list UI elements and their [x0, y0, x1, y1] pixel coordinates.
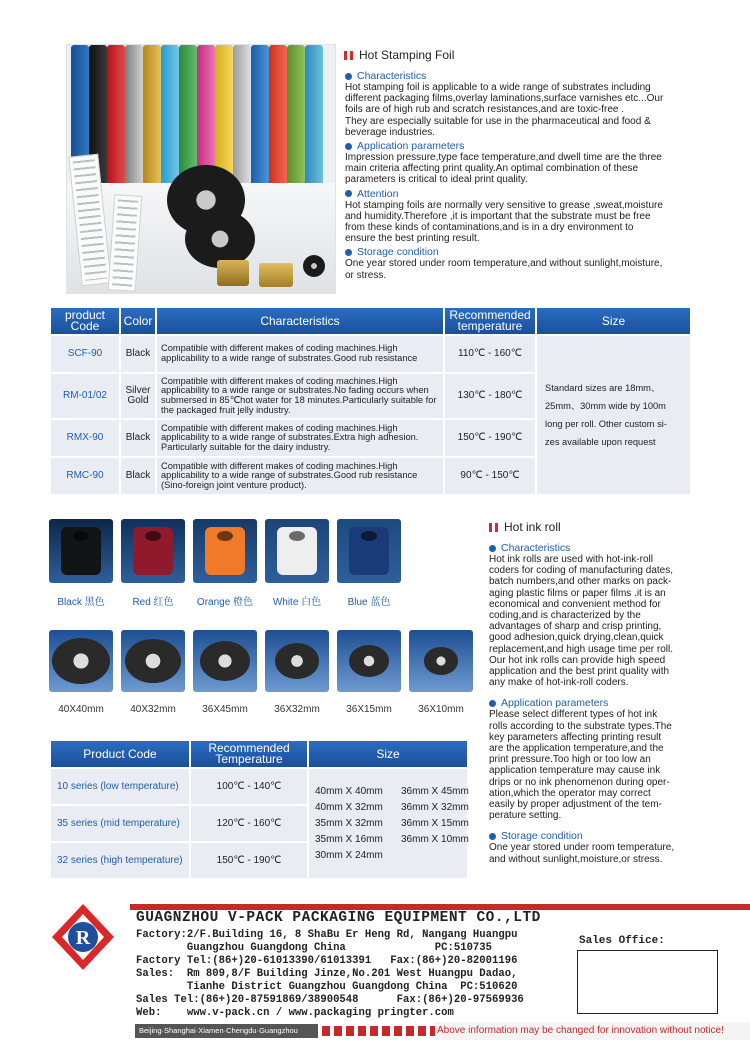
- company-name: GUAGNZHOU V-PACK PACKAGING EQUIPMENT CO.,LTD: [136, 910, 541, 926]
- ink-roll-icon: [205, 527, 245, 575]
- ink-storage-heading: Storage condition: [489, 830, 704, 842]
- ink-roll-icon: [424, 647, 458, 674]
- foil-characteristics-text: Hot stamping foil is applicable to a wide range of substrates including different packaging films,overlay laminations,surface varnishes etc...Our foils are of high rub and scratch resistances,and are toxic-free . They are especially suitable for use in the pharmaceutical and food & beverage industries.: [345, 82, 664, 138]
- ink-roll-icon: [125, 639, 181, 684]
- col-temperature: Recommended Temperature: [190, 740, 308, 768]
- cell-temperature: 150℃ - 190℃: [190, 842, 308, 879]
- foil-attention-text: Hot stamping foils are normally very sensitive to grease ,sweat,moisture and humidity.Therefore ,it is important that the substrate must be free from these kinds of contaminations,and is in a dry environment to ensure the best printing result.: [345, 199, 663, 245]
- ink-roll-icon: [133, 527, 173, 575]
- flag-icon: [344, 51, 353, 60]
- foil-product-photo: [66, 44, 336, 294]
- roll-thumbnail: [121, 630, 185, 692]
- color-swatch: [337, 519, 401, 583]
- ink-application-heading: Application parameters: [489, 697, 704, 709]
- ink-storage-text: One year stored under room temperature, and without sunlight,moisture,or stress.: [489, 842, 675, 865]
- table-header-row: [50, 307, 691, 335]
- roll-size-label: 36X15mm: [346, 704, 392, 715]
- cell-color: Black: [120, 335, 156, 373]
- foil-spec-table: [49, 306, 692, 496]
- roll-size-label: 40X32mm: [130, 704, 176, 715]
- ink-characteristics-text: Hot ink rolls are used with hot-ink-roll coders for coding of manufacturing dates, batch numbers,and other marks on pack- aging plastic films or paper films .it is an economical and convenient method for coding,and is characterized by the advantages of sharp and crisp printing, good adhesion,quick drying,clean,quick replacement,and high usage time per roll. Our hot ink rolls can provide high speed application and the best print quality with any make of hot-ink-roll coders.: [489, 554, 673, 689]
- sales-office-label: Sales Office:: [579, 935, 665, 947]
- ink-roll-icon: [61, 527, 101, 575]
- sales-address: Sales: Rm 809,8/F Building Jinze,No.201 West Huangpu Dadao,: [136, 968, 518, 980]
- factory-phone: Factory Tel:(86+)20-61013390/61013391 Fax:(86+)20-82001196: [136, 955, 518, 967]
- cell-code: 10 series (low temperature): [50, 768, 190, 805]
- swatch-label: Red 红色: [132, 597, 174, 608]
- cell-color: Black: [120, 457, 156, 495]
- foil-characteristics-heading: Characteristics: [345, 70, 690, 82]
- decorative-bars: [322, 1026, 450, 1036]
- col-size: Size: [308, 740, 468, 768]
- cell-temperature: 150℃ - 190℃: [444, 419, 536, 457]
- cell-temperature: 100℃ - 140℃: [190, 768, 308, 805]
- city-list: Beijing·Shanghai·Xiamen·Chengdu·Guangzhou: [135, 1024, 318, 1038]
- sales-office-box: [577, 950, 718, 1014]
- col-characteristics: Characteristics: [156, 307, 444, 335]
- cell-code: RM-01/02: [50, 373, 120, 419]
- bullet-icon: [489, 700, 496, 707]
- ink-roll-icon: [349, 527, 389, 575]
- sales-address-line2: Tianhe District Guangzhou Guangdong China PC:510620: [136, 981, 518, 993]
- color-swatch: [193, 519, 257, 583]
- col-temperature: Recommended temperature: [444, 307, 536, 335]
- cell-characteristics: Compatible with different makes of coding machines.High applicability to a wide range of substrates.Good rub resistance: [156, 335, 444, 373]
- roll-thumbnail: [193, 630, 257, 692]
- swatch-label: Orange 橙色: [196, 597, 254, 608]
- table-row: [50, 768, 468, 805]
- foil-attention-heading: Attention: [345, 188, 690, 200]
- bullet-icon: [345, 73, 352, 80]
- ink-section-title: Hot ink roll: [489, 520, 561, 534]
- table-row: [50, 335, 691, 373]
- swatch-label: White 白色: [272, 597, 322, 608]
- cell-code: SCF-90: [50, 335, 120, 373]
- ink-roll-icon: [200, 641, 250, 681]
- cell-code: RMX-90: [50, 419, 120, 457]
- cell-characteristics: Compatible with different makes of coding machines.High applicability to a wide range of substrates.Good rub resistance (Sino-foreign joint venture product).: [156, 457, 444, 495]
- color-swatch: [49, 519, 113, 583]
- roll-thumbnail: [49, 630, 113, 692]
- bullet-icon: [489, 833, 496, 840]
- table-header-row: [50, 740, 468, 768]
- color-swatch: [265, 519, 329, 583]
- foil-application-text: Impression pressure,type face temperature,and dwell time are the three main criteria affecting print quality.An optimal combination of these parameters is critical to ideal print quality.: [345, 152, 662, 186]
- roll-size-label: 36X45mm: [202, 704, 248, 715]
- foil-storage-heading: Storage condition: [345, 246, 690, 258]
- roll-thumbnail: [337, 630, 401, 692]
- ink-roll-icon: [52, 638, 110, 684]
- ink-roll-icon: [275, 643, 319, 678]
- website-link[interactable]: Web: www.v-pack.cn / www.packaging pringter.com: [136, 1007, 454, 1019]
- cell-color: Silver Gold: [120, 373, 156, 419]
- col-product-code: product Code: [50, 307, 120, 335]
- factory-address-line2: Guangzhou Guangdong China PC:510735: [136, 942, 493, 954]
- ink-spec-table: [49, 739, 469, 880]
- col-product-code: Product Code: [50, 740, 190, 768]
- logo-letter: R: [75, 927, 91, 949]
- col-size: Size: [536, 307, 691, 335]
- cell-sizes: 40mm X 40mm 36mm X 45mm 40mm X 32mm 36mm X 32mm 35mm X 32mm 36mm X 15mm 35mm X 16mm 36mm X 10mm 30mm X 24mm: [308, 768, 468, 879]
- company-logo: [48, 902, 118, 972]
- cell-temperature: 130℃ - 180℃: [444, 373, 536, 419]
- ink-roll-icon: [277, 527, 317, 575]
- foil-section-title: Hot Stamping Foil: [344, 48, 454, 62]
- foil-application-heading: Application parameters: [345, 140, 690, 152]
- color-swatch: [121, 519, 185, 583]
- ink-roll-icon: [349, 645, 389, 677]
- flag-icon: [489, 523, 498, 532]
- bullet-icon: [489, 545, 496, 552]
- ink-application-text: Please select different types of hot ink rolls according to the substrate types.The key parameters affecting printing result are the application temperature,and the print pressure.Too high or too low an application temperature may cause ink drips or no ink phenomenon during oper- ation,which the operator may correct easily by proper adjustment of the tem- perature setting.: [489, 709, 672, 822]
- foil-description: [345, 68, 690, 281]
- foil-storage-text: One year stored under room temperature,and without sunlight,moisture, or stress.: [345, 258, 663, 281]
- bullet-icon: [345, 143, 352, 150]
- cell-temperature: 110℃ - 160℃: [444, 335, 536, 373]
- factory-address: Factory:2/F.Building 16, 8 ShaBu Er Heng Rd, Nangang Huangpu: [136, 929, 518, 941]
- cell-characteristics: Compatible with different makes of coding machines.High applicability to a wide range or substrates.No fading occurs when submersed in 85℃hot water for 18 minutes.Particularly suitable for the packaged fruit jelly industry.: [156, 373, 444, 419]
- roll-size-label: 40X40mm: [58, 704, 104, 715]
- roll-size-label: 36X32mm: [274, 704, 320, 715]
- cell-code: RMC-90: [50, 457, 120, 495]
- cell-temperature: 90℃ - 150℃: [444, 457, 536, 495]
- swatch-label: Blue 蓝色: [347, 597, 391, 608]
- cell-temperature: 120℃ - 160℃: [190, 805, 308, 842]
- swatch-label: Black 黑色: [57, 597, 105, 608]
- notice-text: Above information may be changed for innovation without notice!: [437, 1025, 724, 1036]
- roll-size-label: 36X10mm: [418, 704, 464, 715]
- col-color: Color: [120, 307, 156, 335]
- ink-description: [489, 540, 704, 865]
- cell-size: Standard sizes are 18mm、 25mm、30mm wide by 100m long per roll. Other custom si- zes available upon request: [536, 335, 691, 495]
- bullet-icon: [345, 249, 352, 256]
- cell-characteristics: Compatible with different makes of coding machines.High applicability to a wide range of substrates.Extra high adhesion. Particularly suitable for the dairy industry.: [156, 419, 444, 457]
- cell-color: Black: [120, 419, 156, 457]
- bullet-icon: [345, 190, 352, 197]
- sales-phone: Sales Tel:(86+)20-87591869/38900548 Fax:(86+)20-97569936: [136, 994, 524, 1006]
- roll-thumbnail: [409, 630, 473, 692]
- ink-characteristics-heading: Characteristics: [489, 542, 704, 554]
- cell-code: 32 series (high temperature): [50, 842, 190, 879]
- cell-code: 35 series (mid temperature): [50, 805, 190, 842]
- roll-thumbnail: [265, 630, 329, 692]
